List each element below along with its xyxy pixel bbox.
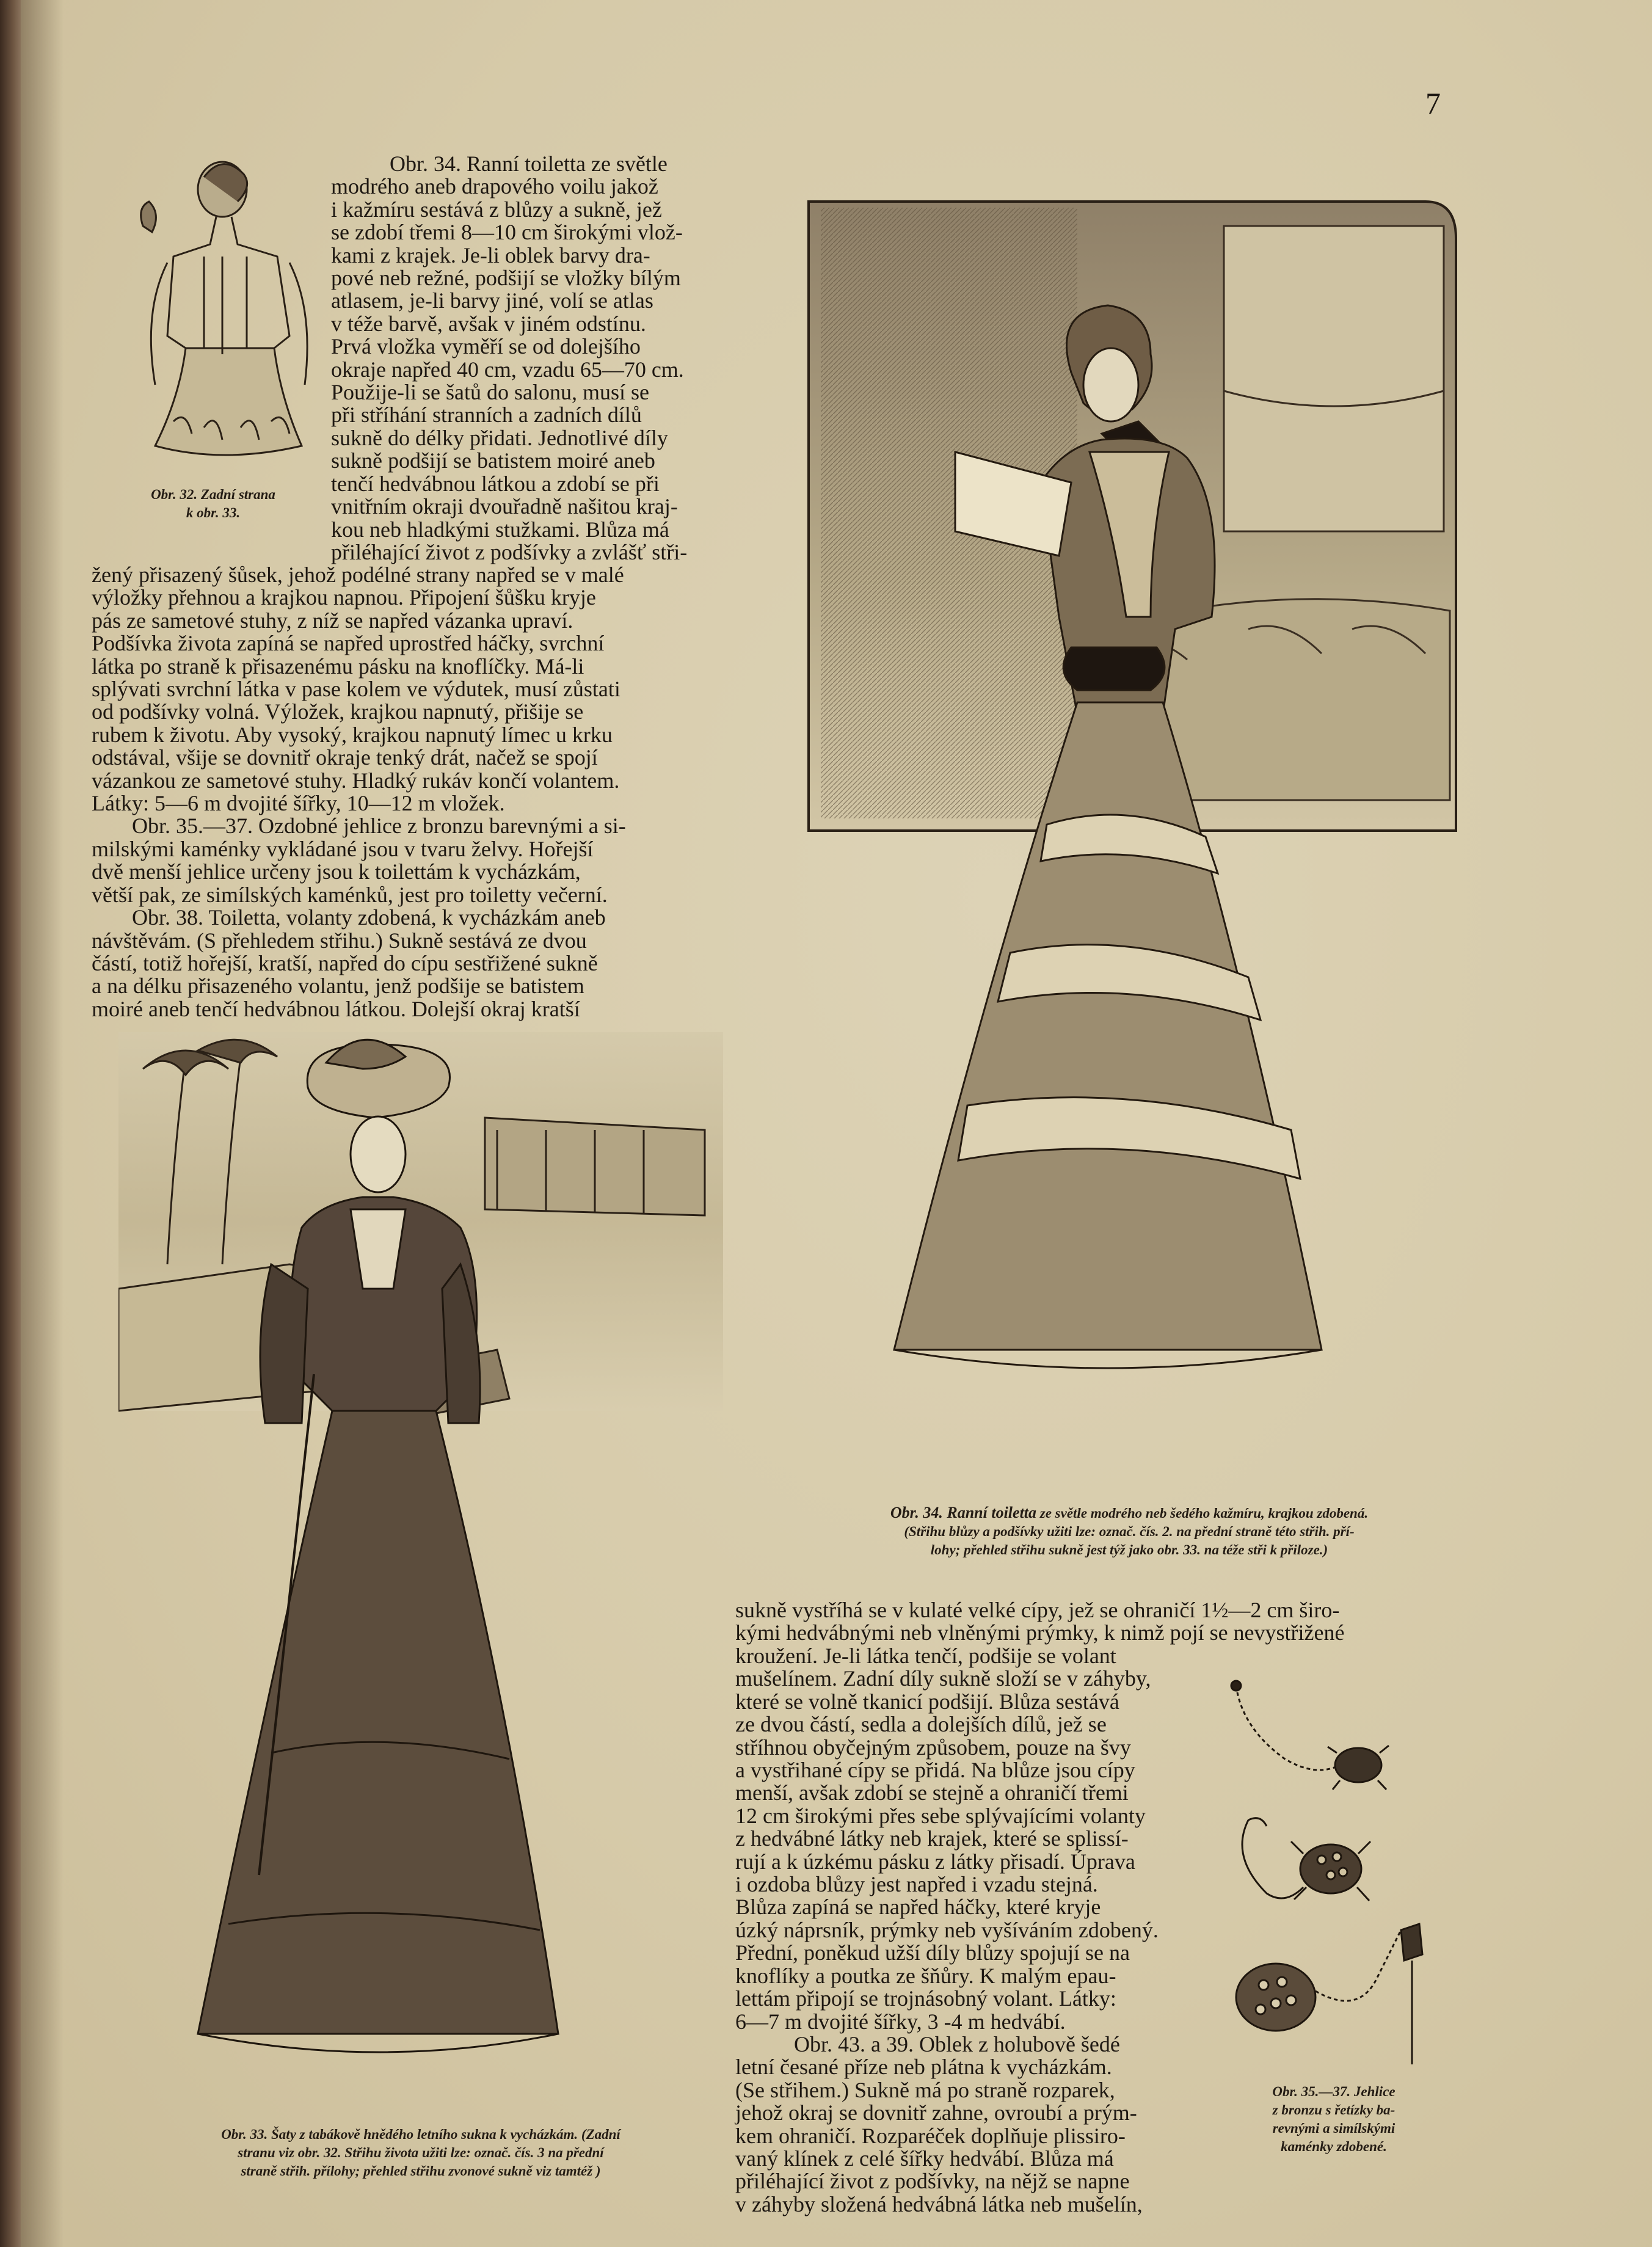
book-spine	[0, 0, 21, 2247]
text-line: rují a k úzkému pásku z látky přisadí. Úprava	[735, 1849, 1135, 1874]
text-line: lettám připojí se trojnásobný volant. Látky:	[735, 1986, 1116, 2011]
text-line: a na délku přisazeného volantu, jenž podšije se batistem	[92, 974, 584, 999]
text-line: žený přisazený šůsek, jehož podélné strany napřed se v malé	[92, 563, 624, 587]
figure-33-caption-line1: Obr. 33. Šaty z tabákově hnědého letního sukna k vycházkám. (Zadní	[221, 2127, 620, 2142]
text-line: pás ze sametové stuhy, z níž se napřed vázanka upraví.	[92, 608, 573, 633]
text-line: pové neb režné, podšijí se vložky bílým	[331, 266, 681, 291]
text-line: Obr. 43. a 39. Oblek z holubově šedé	[794, 2031, 1120, 2056]
text-line: Látky: 5—6 m dvojité šířky, 10—12 m vložek.	[92, 791, 505, 816]
bottom-text-full	[735, 1599, 1456, 1645]
figure-32-caption-line1: Obr. 32. Zadní strana	[151, 487, 275, 502]
gutter-shadow	[21, 0, 64, 2247]
text-line: jehož okraj se dovnitř zahne, ovroubí a prým-	[735, 2100, 1137, 2125]
figure-35-37-caption-line3: revnými a simílskými	[1272, 2121, 1395, 2136]
figure-34-caption-line3: lohy; přehled střihu sukně jest týž jako obr. 33. na téže stři k přiloze.)	[930, 1542, 1328, 1557]
text-line: a vystřihané cípy se přidá. Na blůze jsou cípy	[735, 1758, 1135, 1783]
text-line: se zdobí třemi 8—10 cm širokými vlož-	[331, 220, 683, 245]
text-line: Podšívka života zapíná se napřed uprostřed háčky, svrchní	[92, 631, 605, 656]
text-line: Blůza zapíná se napřed háčky, které kryje	[735, 1895, 1101, 1920]
figure-34-caption-rest: ze světle modrého neb šedého kažmíru, krajkou zdobená.	[1039, 1506, 1369, 1521]
text-line: přiléhající život z podšívky a zvlášť stři-	[331, 539, 688, 564]
text-line: Obr. 34. Ranní toiletta ze světle	[390, 151, 668, 176]
figure-33-caption	[100, 2125, 741, 2180]
text-line: vázankou ze sametové stuhy. Hladký rukáv končí volantem.	[92, 768, 620, 793]
text-line: letní česané příze neb plátna k vycházkám.	[735, 2055, 1112, 2080]
text-line: kou neb hladkými stužkami. Blůza má	[331, 517, 669, 542]
text-line: mušelínem. Zadní díly sukně složí se v záhyby,	[735, 1666, 1151, 1691]
text-line: knoflíky a poutka ze šňůry. K malým epau-	[735, 1963, 1116, 1988]
text-line: v téže barvě, avšak v jiném odstínu.	[331, 311, 646, 336]
text-line: v záhyby složená hedvábná látka neb mušelín,	[735, 2191, 1143, 2216]
figure-35-37-caption-line1: Obr. 35.—37. Jehlice	[1272, 2084, 1395, 2099]
text-line: přiléhající život z podšívky, na nějž se napne	[735, 2169, 1130, 2194]
text-line: vaný klínek z celé šířky hedvábí. Blůza má	[735, 2146, 1114, 2171]
figure-35-37-caption-line4: kaménky zdobené.	[1281, 2139, 1387, 2154]
text-line: 12 cm širokými přes sebe splývajícími volanty	[735, 1803, 1146, 1828]
bottom-text-narrow	[735, 1645, 1206, 2216]
text-line: ze dvou částí, sedla a dolejších dílů, jež se	[735, 1712, 1107, 1737]
text-line: (Se střihem.) Sukně má po straně rozparek,	[735, 2077, 1115, 2102]
text-line: moiré aneb tenčí hedvábnou látkou. Dolejší okraj kratší	[92, 996, 580, 1021]
figure-32-caption	[112, 486, 314, 522]
figure-35-37-caption-line2: z bronzu s řetízky ba-	[1272, 2102, 1395, 2118]
text-line: tenčí hedvábnou látkou a zdobí se při	[331, 471, 660, 496]
text-line: atlasem, je-li barvy jiné, volí se atlas	[331, 288, 653, 313]
text-line: sukně vystříhá se v kulaté velké cípy, jež se ohraničí 1½—2 cm širo-	[735, 1598, 1340, 1622]
top-text-narrow	[331, 153, 746, 564]
figure-33-caption-line3: straně střih. přílohy; přehled střihu zvonové sukně viz tamtéž )	[241, 2163, 601, 2179]
text-line: látka po straně k přisazenému pásku na knoflíčky. Má-li	[92, 654, 584, 679]
figure-34-illustration	[784, 189, 1474, 1502]
figure-35-37-caption	[1206, 2083, 1462, 2156]
text-line: které se volně tkanicí podšijí. Blůza sestává	[735, 1689, 1119, 1714]
text-line: kami z krajek. Je-li oblek barvy dra-	[331, 242, 650, 268]
text-line: od podšívky volná. Výložek, krajkou napnutý, přišije se	[92, 699, 584, 724]
figure-34-caption-label: Obr. 34. Ranní toiletta	[890, 1504, 1037, 1521]
text-line: z hedvábné látky neb krajek, které se splissí-	[735, 1826, 1129, 1851]
text-line: Přední, poněkud užší díly blůzy spojují se na	[735, 1940, 1130, 1965]
text-line: Prvá vložka vyměří se od dolejšího	[331, 334, 641, 359]
text-line: větší pak, ze simílských kaménků, jest pro toiletty večerní.	[92, 882, 608, 907]
text-line: Použije-li se šatů do salonu, musí se	[331, 380, 649, 405]
text-line: kými hedvábnými neb vlněnými prýmky, k nimž pojí se nevystřižené	[735, 1620, 1345, 1645]
text-line: stříhnou obyčejným způsobem, pouze na švy	[735, 1735, 1131, 1760]
text-line: vnitřním okraji dvouřadně našitou kraj-	[331, 494, 678, 519]
text-line: i kažmíru sestává z blůzy a sukně, jež	[331, 197, 662, 222]
text-line: splývati svrchní látka v pase kolem ve výdutek, musí zůstati	[92, 677, 620, 702]
figure-34-caption	[784, 1504, 1474, 1559]
text-line: rubem k životu. Aby vysoký, krajkou napnutý límec u krku	[92, 722, 613, 747]
text-line: modrého aneb drapového voilu jakož	[331, 174, 658, 199]
page-number: 7	[1425, 86, 1441, 120]
text-line: okraje napřed 40 cm, vzadu 65—70 cm.	[331, 357, 684, 382]
text-line: kem ohraničí. Rozparéček doplňuje plissiro-	[735, 2123, 1126, 2148]
text-line: návštěvám. (S přehledem střihu.) Sukně sestává ze dvou	[92, 928, 587, 953]
text-line: Obr. 38. Toiletta, volanty zdobená, k vycházkám aneb	[132, 905, 606, 930]
text-line: sukně podšijí se batistem moiré aneb	[331, 448, 655, 473]
text-line: i ozdoba blůzy jest napřed i vzadu stejná.	[735, 1872, 1098, 1897]
text-line: Obr. 35.—37. Ozdobné jehlice z bronzu barevnými a si-	[132, 814, 626, 839]
top-text-full	[92, 564, 746, 1021]
text-line: kroužení. Je-li látka tenčí, podšije se volant	[735, 1644, 1116, 1668]
figure-34-caption-line2: (Střihu blůzy a podšívky užiti lze: označ. čís. 2. na přední straně této střih. pří-	[904, 1524, 1355, 1539]
figure-33-illustration	[118, 1032, 723, 2119]
text-line: milskými kaménky vykládané jsou v tvaru želvy. Hořejší	[92, 836, 594, 861]
text-line: odstával, všije se dovnitř okraje tenký drát, načež se spojí	[92, 745, 598, 770]
text-line: sukně do délky přidati. Jednotlivé díly	[331, 425, 668, 450]
figure-32-illustration	[131, 153, 332, 470]
text-line: dvě menší jehlice určeny jsou k toilettám k vycházkám,	[92, 859, 581, 884]
text-line: částí, totiž hořejší, kratší, napřed do cípu sestřižené sukně	[92, 950, 598, 975]
text-line: výložky přehnou a krajkou napnou. Připojení šůšku kryje	[92, 585, 596, 610]
text-line: menší, avšak zdobí se stejně a ohraničí třemi	[735, 1780, 1129, 1805]
text-line: při stříhání stranních a zadních dílů	[331, 402, 642, 428]
figure-35-37-illustration	[1218, 1673, 1462, 2077]
figure-32-caption-line2: k obr. 33.	[186, 505, 241, 520]
figure-34-caption-line1	[784, 1504, 1474, 1523]
text-line: 6—7 m dvojité šířky, 3 -4 m hedvábí.	[735, 2009, 1066, 2034]
text-line: úzký náprsník, prýmky neb vyšíváním zdobený.	[735, 1917, 1159, 1942]
magazine-page	[21, 0, 1652, 2247]
figure-33-caption-line2: stranu viz obr. 32. Střihu života užiti lze: označ. čís. 3 na přední	[238, 2145, 604, 2160]
